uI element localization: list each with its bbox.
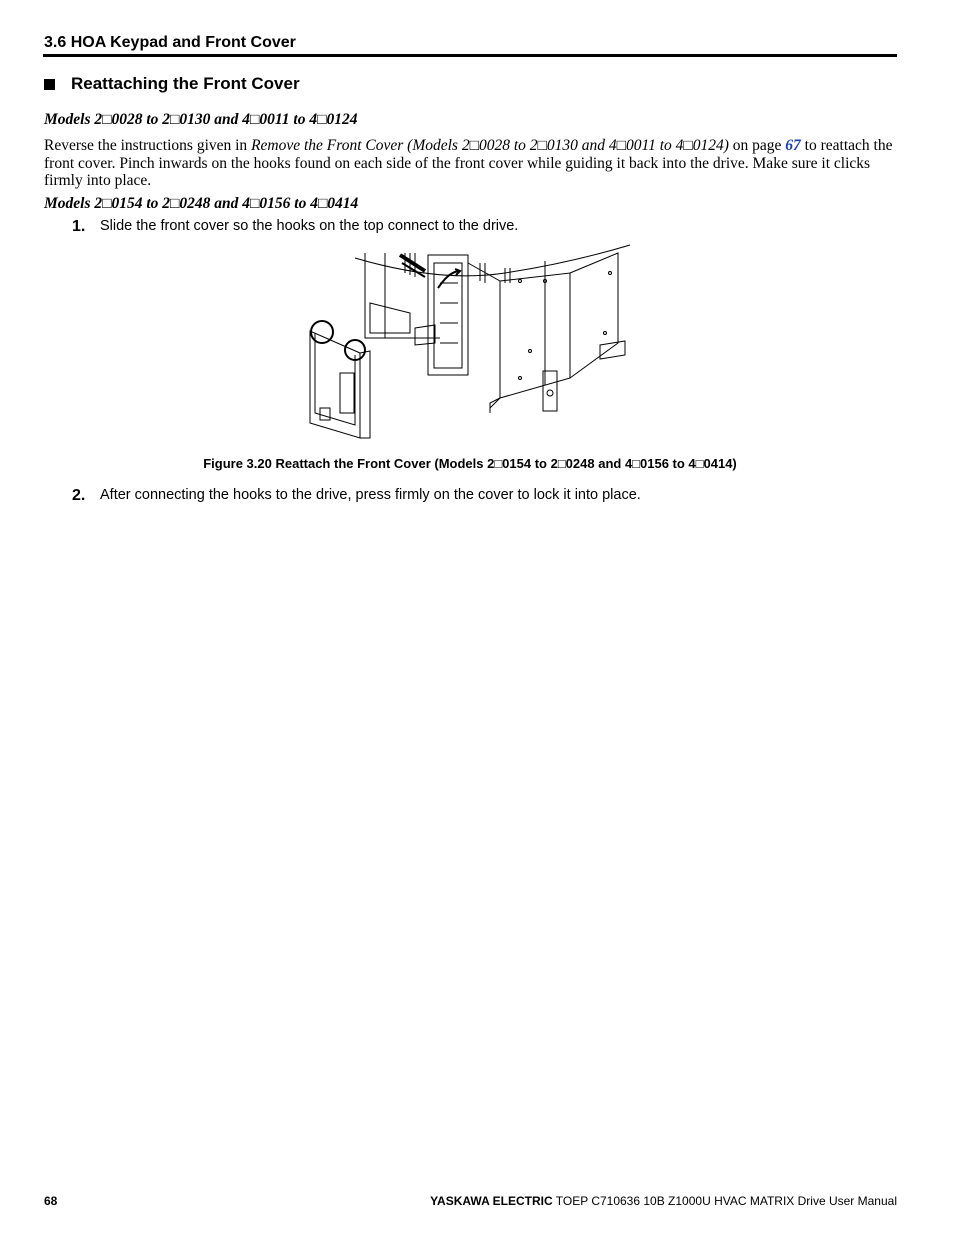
footer-manual-name: TOEP C710636 10B Z1000U HVAC MATRIX Drive User Manual bbox=[552, 1194, 897, 1208]
square-bullet-icon bbox=[44, 79, 55, 90]
drive-front-cover-illustration bbox=[300, 243, 640, 443]
page-number: 68 bbox=[44, 1194, 58, 1208]
models-subheading-large: Models 2□0154 to 2□0248 and 4□0156 to 4□0414 bbox=[44, 195, 359, 212]
step-1 bbox=[72, 218, 892, 236]
page-link[interactable]: 67 bbox=[785, 137, 801, 154]
page-header-title: 3.6 HOA Keypad and Front Cover bbox=[44, 34, 296, 51]
models-subheading-small: Models 2□0028 to 2□0130 and 4□0011 to 4□0124 bbox=[44, 111, 358, 128]
step-number: 1. bbox=[72, 218, 86, 235]
header-divider bbox=[43, 54, 897, 57]
step-text: After connecting the hooks to the drive, press firmly on the cover to lock it into place. bbox=[100, 487, 641, 503]
step-number: 2. bbox=[72, 487, 86, 504]
cross-reference-title: Remove the Front Cover (Models 2□0028 to 2□0130 and 4□0011 to 4□0124) bbox=[251, 137, 729, 154]
section-heading-text: Reattaching the Front Cover bbox=[71, 74, 300, 93]
footer-manual-title bbox=[430, 1194, 897, 1208]
step-2 bbox=[72, 487, 892, 505]
section-heading bbox=[44, 74, 300, 94]
step-text: Slide the front cover so the hooks on the top connect to the drive. bbox=[100, 218, 519, 234]
reattach-instructions-paragraph bbox=[44, 137, 900, 190]
footer-brand: YASKAWA ELECTRIC bbox=[430, 1194, 553, 1208]
figure-caption: Figure 3.20 Reattach the Front Cover (Models 2□0154 to 2□0248 and 4□0156 to 4□0414) bbox=[203, 456, 737, 471]
paragraph-lead: Reverse the instructions given in bbox=[44, 137, 252, 154]
paragraph-rest: to reattach the front cover. Pinch inwards on the hooks found on each side of the front cover while guiding it back into the drive. Make sure it clicks firmly into place. bbox=[44, 137, 893, 189]
paragraph-on-page: on page bbox=[728, 137, 786, 154]
